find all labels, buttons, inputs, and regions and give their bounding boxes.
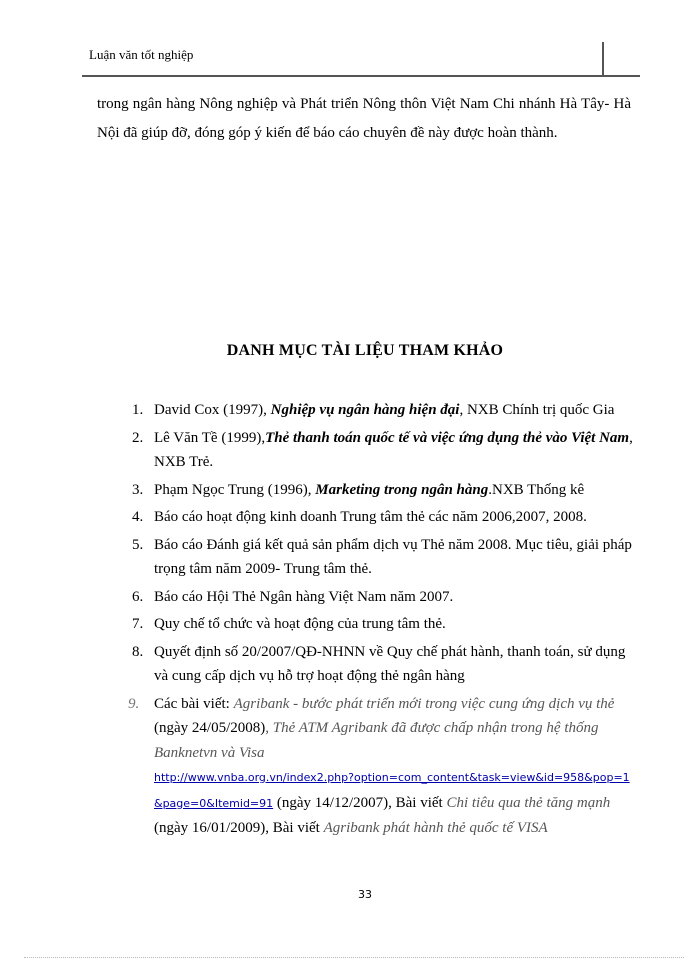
reference-text: Báo cáo Hội Thẻ Ngân hàng Việt Nam năm 2007. (154, 588, 454, 605)
reference-author: Phạm Ngọc Trung (1996), (154, 481, 316, 498)
reference-item (120, 398, 634, 423)
reference-text: Quyết định số 20/2007/QĐ-NHNN về Quy chế phát hành, thanh toán, sử dụng và cung cấp dịch vụ hỗ trợ hoạt động thẻ ngân hàng (154, 643, 626, 684)
header-vertical-bar (602, 42, 604, 76)
reference-publisher: , NXB Trẻ. (154, 429, 633, 470)
article-title: Agribank phát hành thẻ quốc tế VISA (323, 820, 548, 836)
article-title: , Thẻ ATM Agribank đã được chấp nhận trong hệ thống Banknetvn và Visa (154, 720, 599, 761)
reference-publisher: , NXB Chính trị quốc Gia (459, 402, 615, 418)
reference-author: Lê Văn Tề (1999), (154, 429, 266, 446)
reference-number: 4. (132, 509, 144, 525)
article-title: Chi tiêu qua thẻ tăng mạnh (446, 794, 611, 811)
reference-book-title: Thẻ thanh toán quốc tế và việc ứng dụng thẻ vào Việt Nam (265, 429, 630, 446)
article-date: (ngày 14/12/2007), Bài viết (273, 794, 447, 811)
references-title: DANH MỤC TÀI LIỆU THAM KHẢO (226, 342, 504, 359)
reference-text: Báo cáo Đánh giá kết quả sản phẩm dịch vụ Thẻ năm 2008. Mục tiêu, giải pháp trọng tâm năm 2009- Trung tâm thẻ. (154, 536, 632, 577)
intro-paragraph: trong ngân hàng Nông nghiệp và Phát triển Nông thôn Việt Nam Chi nhánh Hà Tây- Hà Nội đã giúp đỡ, đóng góp ý kiến để báo cáo chuyên đề này được hoàn thành. (97, 96, 631, 141)
reference-number: 3. (132, 481, 144, 498)
reference-author: David Cox (1997), (154, 402, 271, 418)
reference-link[interactable]: http://www.vnba.org.vn/index2.php?option=com_content&task=view&id=958&pop=1&page=0&Itemid=91 (154, 771, 630, 810)
header-rule (82, 75, 640, 77)
reference-item (120, 478, 634, 503)
reference-number: 2. (132, 429, 144, 446)
reference-number: 6. (132, 588, 144, 605)
references-list (120, 398, 634, 844)
reference-book-title: Marketing trong ngân hàng (315, 481, 489, 498)
reference-number: 8. (132, 643, 144, 660)
reference-item (120, 692, 634, 841)
reference-publisher: .NXB Thống kê (488, 481, 585, 498)
reference-item (120, 585, 634, 610)
article-date: (ngày 24/05/2008) (154, 720, 266, 736)
reference-number: 5. (132, 536, 144, 553)
reference-item (120, 533, 634, 582)
reference-text: Quy chế tổ chức và hoạt động của trung tâm thẻ. (154, 616, 446, 632)
article-date: (ngày 16/01/2009), Bài viết (154, 820, 324, 836)
reference-lead: Các bài viết: (154, 695, 234, 712)
article-title: Agribank - bước phát triển mới trong việc cung ứng dịch vụ thẻ (233, 695, 615, 712)
page-number: 33 (358, 888, 372, 901)
reference-number: 9. (128, 695, 140, 712)
reference-text: Báo cáo hoạt động kinh doanh Trung tâm thẻ các năm 2006,2007, 2008. (154, 509, 587, 525)
reference-item (120, 612, 634, 637)
reference-item (120, 426, 634, 475)
reference-number: 7. (132, 616, 144, 632)
reference-item (120, 640, 634, 689)
footer-dotted-rule (24, 957, 684, 958)
header-title: Luận văn tốt nghiệp (89, 47, 194, 62)
reference-item (120, 505, 634, 530)
reference-book-title: Nghiệp vụ ngân hàng hiện đại (270, 402, 460, 418)
reference-number: 1. (132, 402, 144, 418)
